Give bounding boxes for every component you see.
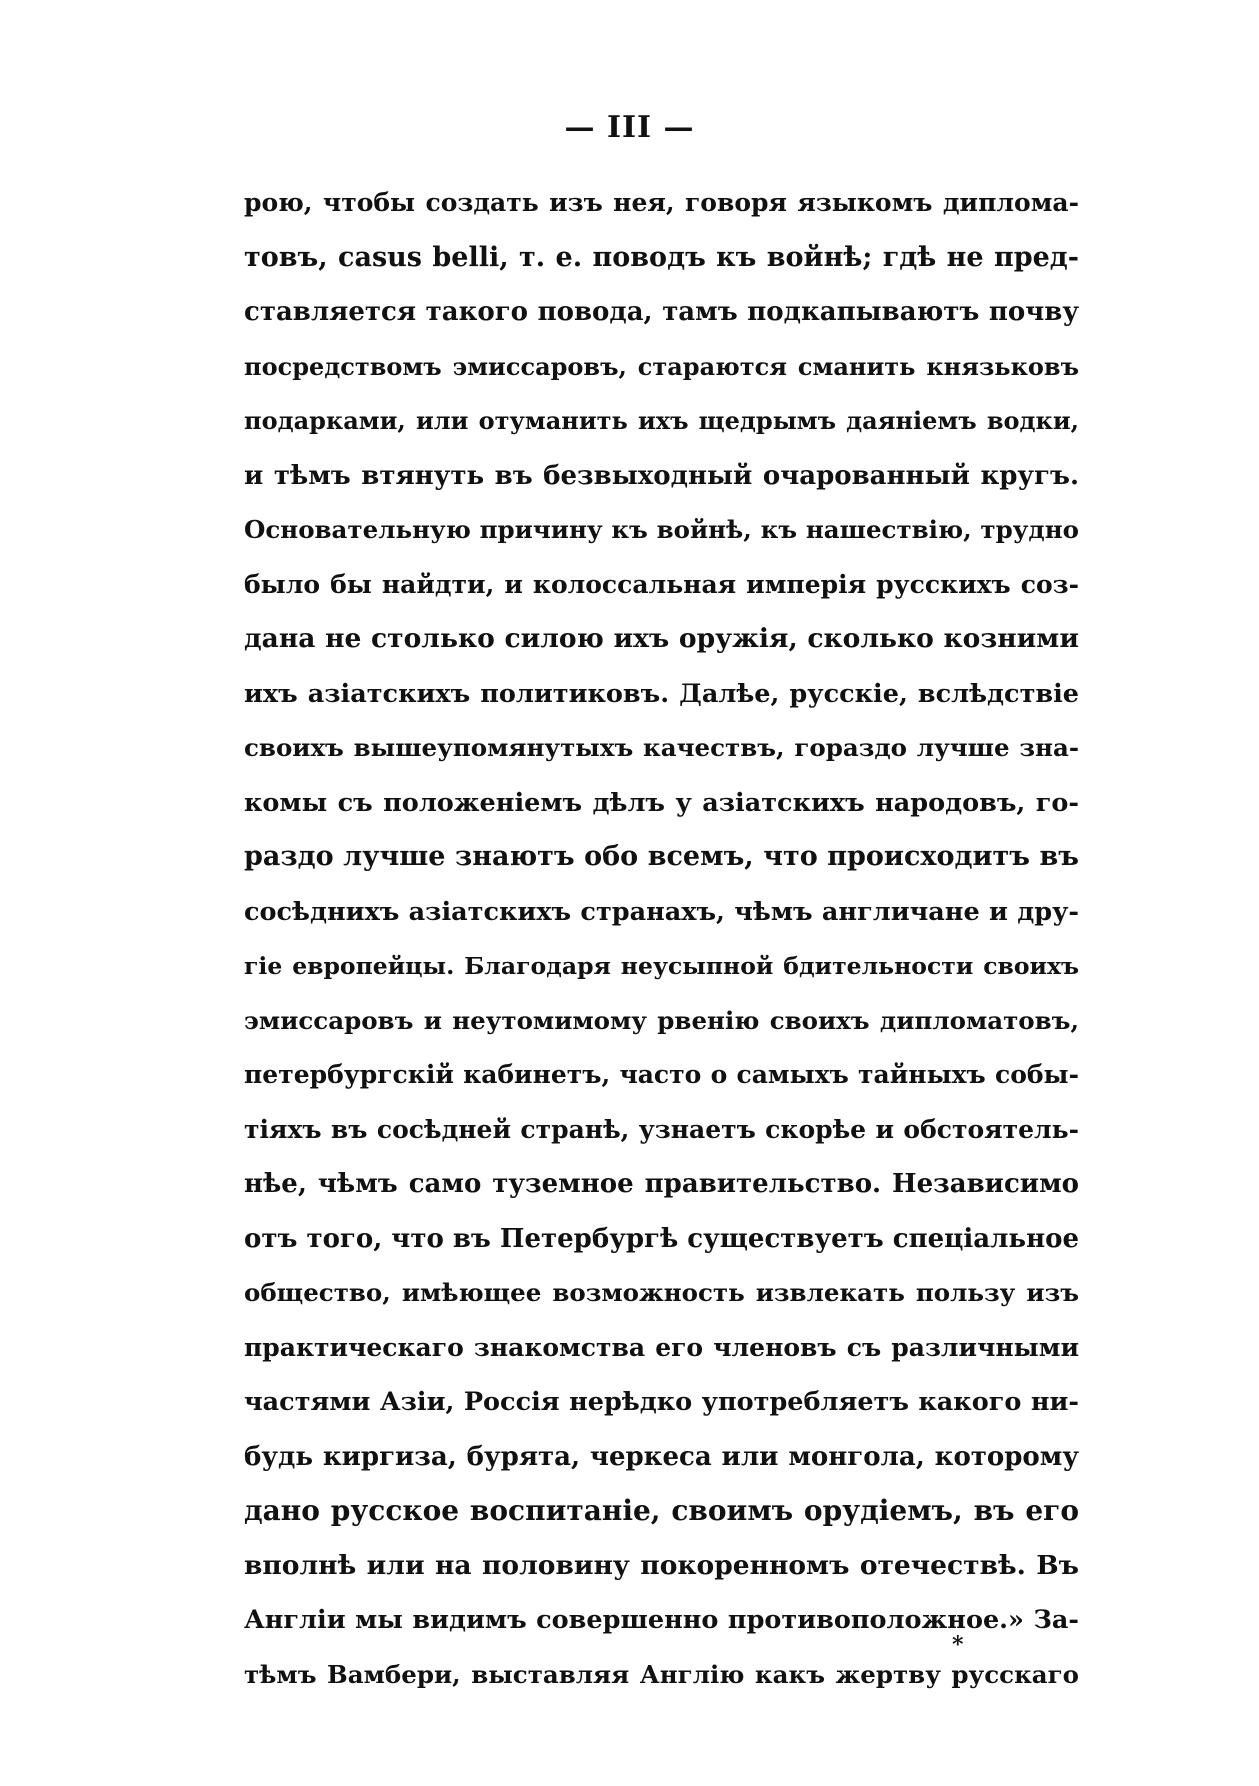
text-line: ихъ азіатскихъ политиковъ. Далѣе, русскіе, вслѣдствіе [244,678,1079,709]
text-line: общество, имѣющее возможность извлекать пользу изъ [244,1278,1079,1307]
text-line: нѣе, чѣмъ само туземное правительство. Независимо [244,1169,1079,1199]
text-line: вполнѣ или на половину покоренномъ отечествѣ. Въ [244,1549,1079,1581]
text-line: дана не столько силою ихъ оружія, сколько козними [244,623,1079,654]
text-line: Основательную причину къ войнѣ, къ нашествію, трудно [244,515,1079,544]
text-line: практическаго знакомства его членовъ съ различными [244,1332,1079,1362]
text-line: товъ, casus belli, т. е. поводъ къ войнѣ; гдѣ не пред- [244,241,1079,273]
text-line: своихъ вышеупомянутыхъ качествъ, гораздо лучше зна- [244,733,1079,762]
signature-mark: * [952,1632,964,1658]
page-number: — III — [564,110,695,145]
body-text [244,176,1079,1702]
text-line: посредствомъ эмиссаровъ, стараются сманить князьковъ [244,351,1079,381]
text-line: подарками, или отуманить ихъ щедрымъ даяніемъ водки, [244,406,1079,435]
text-line: комы съ положеніемъ дѣлъ у азіатскихъ народовъ, го- [244,787,1079,818]
text-line: сосѣднихъ азіатскихъ странахъ, чѣмъ англичане и дру- [244,896,1079,927]
text-line: ставляется такого повода, тамъ подкапываютъ почву [244,297,1079,327]
text-line: рою, чтобы создать изъ нея, говоря языкомъ диплома- [244,188,1079,217]
text-line: Англіи мы видимъ совершенно противоположное.» За- [244,1605,1079,1635]
text-line: и тѣмъ втянуть въ безвыходный очарованный кругъ. [244,460,1079,491]
text-line: раздо лучше знаютъ обо всемъ, что происходитъ въ [244,841,1079,872]
text-line: было бы найдти, и колоссальная имперія русскихъ соз- [244,569,1079,599]
text-line: отъ того, что въ Петербургѣ существуетъ спеціальное [244,1223,1079,1254]
text-line: частями Азіи, Россія нерѣдко употребляетъ какого ни- [244,1387,1079,1417]
text-line: будь киргиза, бурята, черкеса или монгола, которому [244,1441,1079,1472]
text-line: эмиссаровъ и неутомимому рвенію своихъ дипломатовъ, [244,1005,1079,1035]
text-line: петербургскій кабинетъ, часто о самыхъ тайныхъ собы- [244,1060,1079,1089]
text-line: тѣмъ Вамбери, выставляя Англію какъ жертву русскаго [244,1659,1079,1689]
text-line: тіяхъ въ сосѣдней странѣ, узнаетъ скорѣе и обстоятель- [244,1114,1079,1144]
text-line: дано русское воспитаніе, своимъ орудіемъ, въ его [244,1494,1079,1527]
text-line: гіе европейцы. Благодаря неусыпной бдительности своихъ [244,952,1079,980]
